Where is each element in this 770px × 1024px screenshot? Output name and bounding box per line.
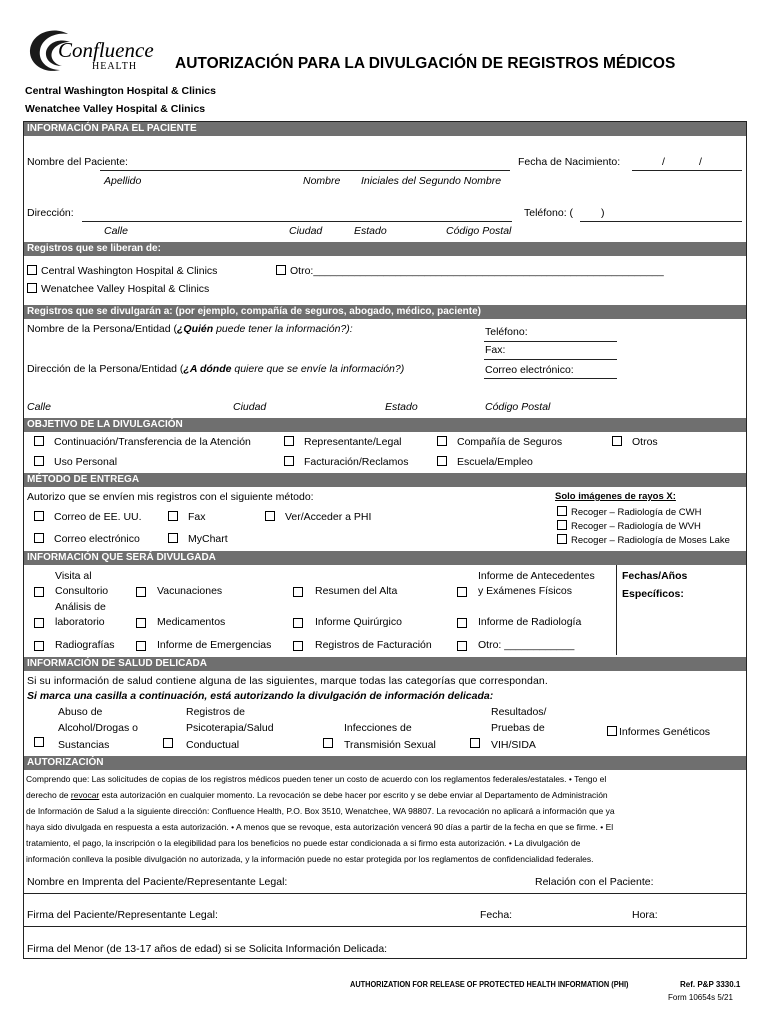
time-label: Hora: [632,909,658,921]
section-purpose: OBJETIVO DE LA DIVULGACIÓN [24,418,746,432]
purpose-billing[interactable]: Facturación/Reclamos [284,456,408,469]
emergency-checkbox[interactable] [136,641,146,651]
phone-paren: ) [601,207,605,219]
recipient-address-label: Dirección de la Persona/Entidad (¿A dónde quiere que se envíe la información?) [27,363,405,375]
section-released-from: Registros que se liberan de: [24,242,746,256]
dob-line[interactable] [632,170,742,171]
purpose-continuation[interactable]: Continuación/Transferencia de la Atención [34,436,251,449]
section-released-to: Registros que se divulgarán a: (por ejemplo, compañía de seguros, abogado, médico, paciente) [24,305,746,319]
dates-label-2: Específicos: [622,588,684,600]
sti-line2: Transmisión Sexual [344,739,436,751]
discharge-checkbox[interactable] [293,587,303,597]
patient-name-line[interactable] [100,170,510,171]
sensitive-line1: Si su información de salud contiene alguna de las siguientes, marque todas las categorías que correspondan. [27,675,548,687]
checkbox[interactable] [557,506,567,516]
hiv-line3: VIH/SIDA [491,739,536,751]
section-patient: INFORMACIÓN PARA EL PACIENTE [24,122,746,136]
purpose-insurance[interactable]: Compañía de Seguros [437,436,562,449]
from-other[interactable]: Otro:____________________________________________________________ [276,265,664,278]
emergency-label: Informe de Emergencias [157,639,272,651]
dob-label: Fecha de Nacimiento: [518,156,621,168]
psych-line3: Conductual [186,739,240,751]
checkbox[interactable] [34,436,44,446]
checkbox[interactable] [284,436,294,446]
xray-moses-lake[interactable]: Recoger – Radiología de Moses Lake [557,534,730,547]
radiology-label: Informe de Radiología [478,616,582,628]
psych-checkbox[interactable] [163,738,173,748]
sub-apellido: Apellido [104,175,142,187]
to-sub-codigo: Código Postal [485,401,551,413]
relation-label: Relación con el Paciente: [535,876,654,888]
delivery-mail[interactable]: Correo de EE. UU. [34,511,142,524]
recipient-phone-line[interactable] [484,341,617,342]
vaccines-label: Vacunaciones [157,585,223,597]
vaccines-checkbox[interactable] [136,587,146,597]
org-wvh: Wenatchee Valley Hospital & Clinics [25,103,206,115]
address-line[interactable] [82,221,512,222]
dates-label-1: Fechas/Años [622,570,688,582]
radiology-checkbox[interactable] [457,618,467,628]
genetic-option[interactable]: Informes Genéticos [607,726,710,739]
other-info-label: Otro: ____________ [478,639,575,651]
checkbox[interactable] [437,456,447,466]
delivery-fax[interactable]: Fax [168,511,206,524]
xray-info-checkbox[interactable] [34,641,44,651]
dates-divider [616,565,617,655]
logo-subtext: HEALTH [92,61,138,72]
checkbox[interactable] [276,265,286,275]
abuse-line2: Alcohol/Drogas o [58,722,138,734]
checkbox[interactable] [27,283,37,293]
other-info-checkbox[interactable] [457,641,467,651]
sub-estado: Estado [354,225,387,237]
hiv-checkbox[interactable] [470,738,480,748]
dob-slash-1: / [662,156,665,168]
sensitive-line2: Si marca una casilla a continuación, está autorizando la divulgación de información delicada: [27,690,494,702]
checkbox[interactable] [437,436,447,446]
purpose-personal[interactable]: Uso Personal [34,456,117,469]
to-sub-ciudad: Ciudad [233,401,267,413]
signature-label: Firma del Paciente/Representante Legal: [27,909,218,921]
abuse-line1: Abuso de [58,706,103,718]
visit-line1: Visita al [55,570,92,582]
sub-ciudad: Ciudad [289,225,323,237]
from-cwh[interactable]: Central Washington Hospital & Clinics [27,265,217,278]
print-name-label: Nombre en Imprenta del Paciente/Representante Legal: [27,876,288,888]
section-delivery: MÉTODO DE ENTREGA [24,473,746,487]
xray-title: Solo imágenes de rayos X: [555,491,676,502]
psych-line2: Psicoterapia/Salud [186,722,274,734]
visit-line2: Consultorio [55,585,109,597]
auth-para-5: tratamiento, el pago, la inscripción o la elegibilidad para los beneficios no puede estar condicionada a si firmo esta autorización. • La divulgación de [26,838,581,848]
auth-para-1: Comprendo que: Las solicitudes de copias de los registros médicos pueden tener un costo de acuerdo con los reglamentos federales/estatales. • Tengo el [26,774,607,784]
footer-title: AUTHORIZATION FOR RELEASE OF PROTECTED HEALTH INFORMATION (PHI) [350,980,629,989]
auth-para-4: haya sido divulgada en respuesta a esta autorización. • A menos que se revoque, esta autorización vencerá 90 días a partir de la fecha en que se firme. • El [26,822,614,832]
recipient-email-label: Correo electrónico: [485,364,574,376]
recipient-phone-label: Teléfono: [485,326,528,338]
section-sensitive: INFORMACIÓN DE SALUD DELICADA [24,657,746,671]
lab-line2: laboratorio [55,616,105,628]
to-sub-calle: Calle [27,401,51,413]
checkbox[interactable] [265,511,275,521]
lab-line1: Análisis de [55,601,106,613]
minor-signature-label: Firma del Menor (de 13-17 años de edad) si se Solicita Información Delicada: [27,943,388,955]
hiv-line1: Resultados/ [491,706,547,718]
surgical-checkbox[interactable] [293,618,303,628]
purpose-other[interactable]: Otros [612,436,658,449]
xray-wvh[interactable]: Recoger – Radiología de WVH [557,520,701,533]
billing-records-checkbox[interactable] [293,641,303,651]
checkbox[interactable] [557,520,567,530]
auth-para-3: de Información de Salud a la siguiente dirección: Confluence Health, P.O. Box 3510, Wenatchee, WA 98807. La revocación no aplicará a información que ya [26,806,615,816]
sub-calle: Calle [104,225,128,237]
meds-checkbox[interactable] [136,618,146,628]
history-checkbox[interactable] [457,587,467,597]
signature-line[interactable] [24,926,746,927]
logo-text: Confluence [58,38,154,62]
recipient-fax-label: Fax: [485,344,506,356]
checkbox[interactable] [34,533,44,543]
sti-line1: Infecciones de [344,722,412,734]
checkbox[interactable] [168,533,178,543]
purpose-legal[interactable]: Representante/Legal [284,436,402,449]
hiv-line2: Pruebas de [491,722,545,734]
org-cwh: Central Washington Hospital & Clinics [25,85,216,97]
delivery-mychart[interactable]: MyChart [168,533,228,546]
footer-ref: Ref. P&P 3330.1 [680,980,741,989]
auth-para-2: derecho de revocar esta autorización en cualquier momento. La revocación se debe hacer por escrito y se debe enviar al Departamento de Administración [26,790,608,800]
abuse-line3: Sustancias [58,739,110,751]
history-line1: Informe de Antecedentes [478,570,595,582]
surgical-label: Informe Quirúrgico [315,616,402,628]
visit-checkbox[interactable] [34,587,44,597]
meds-label: Medicamentos [157,616,226,628]
delivery-phi[interactable]: Ver/Acceder a PHI [265,511,371,524]
checkbox[interactable] [34,456,44,466]
section-info: INFORMACIÓN QUE SERÁ DIVULGADA [24,551,746,565]
xray-cwh[interactable]: Recoger – Radiología de CWH [557,506,701,519]
discharge-label: Resumen del Alta [315,585,398,597]
phone-line[interactable] [580,221,742,222]
recipient-name-label: Nombre de la Persona/Entidad (¿Quién puede tener la información?): [27,323,353,335]
checkbox[interactable] [27,265,37,275]
dob-slash-2: / [699,156,702,168]
checkbox[interactable] [557,534,567,544]
recipient-fax-line[interactable] [484,359,617,360]
page-title: AUTORIZACIÓN PARA LA DIVULGACIÓN DE REGISTROS MÉDICOS [175,55,676,72]
lab-checkbox[interactable] [34,618,44,628]
psych-line1: Registros de [186,706,245,718]
footer-form: Form 10654s 5/21 [668,993,733,1002]
history-line2: y Exámenes Físicos [478,585,572,597]
confluence-logo [26,28,154,74]
sub-codigo: Código Postal [446,225,512,237]
phone-label: Teléfono: ( [524,207,574,219]
section-authorization: AUTORIZACIÓN [24,756,746,770]
xray-info-label: Radiografías [55,639,115,651]
print-name-line[interactable] [24,893,746,894]
checkbox[interactable] [612,436,622,446]
checkbox[interactable] [168,511,178,521]
recipient-email-line[interactable] [484,378,617,379]
delivery-email[interactable]: Correo electrónico [34,533,140,546]
sub-iniciales: Iniciales del Segundo Nombre [361,175,502,187]
auth-para-6: información conlleva la posible divulgación no autorizada, y la información puede no estar protegida por los reglamentos de confidencialidad federales. [26,854,594,864]
checkbox[interactable] [607,726,617,736]
date-label: Fecha: [480,909,513,921]
patient-name-label: Nombre del Paciente: [27,156,128,168]
delivery-intro: Autorizo que se envíen mis registros con el siguiente método: [27,491,314,503]
from-wvh[interactable]: Wenatchee Valley Hospital & Clinics [27,283,209,296]
abuse-checkbox[interactable] [34,737,44,747]
sti-checkbox[interactable] [323,738,333,748]
sub-nombre: Nombre [303,175,341,187]
to-sub-estado: Estado [385,401,418,413]
checkbox[interactable] [284,456,294,466]
billing-records-label: Registros de Facturación [315,639,432,651]
address-label: Dirección: [27,207,74,219]
purpose-school[interactable]: Escuela/Empleo [437,456,533,469]
checkbox[interactable] [34,511,44,521]
